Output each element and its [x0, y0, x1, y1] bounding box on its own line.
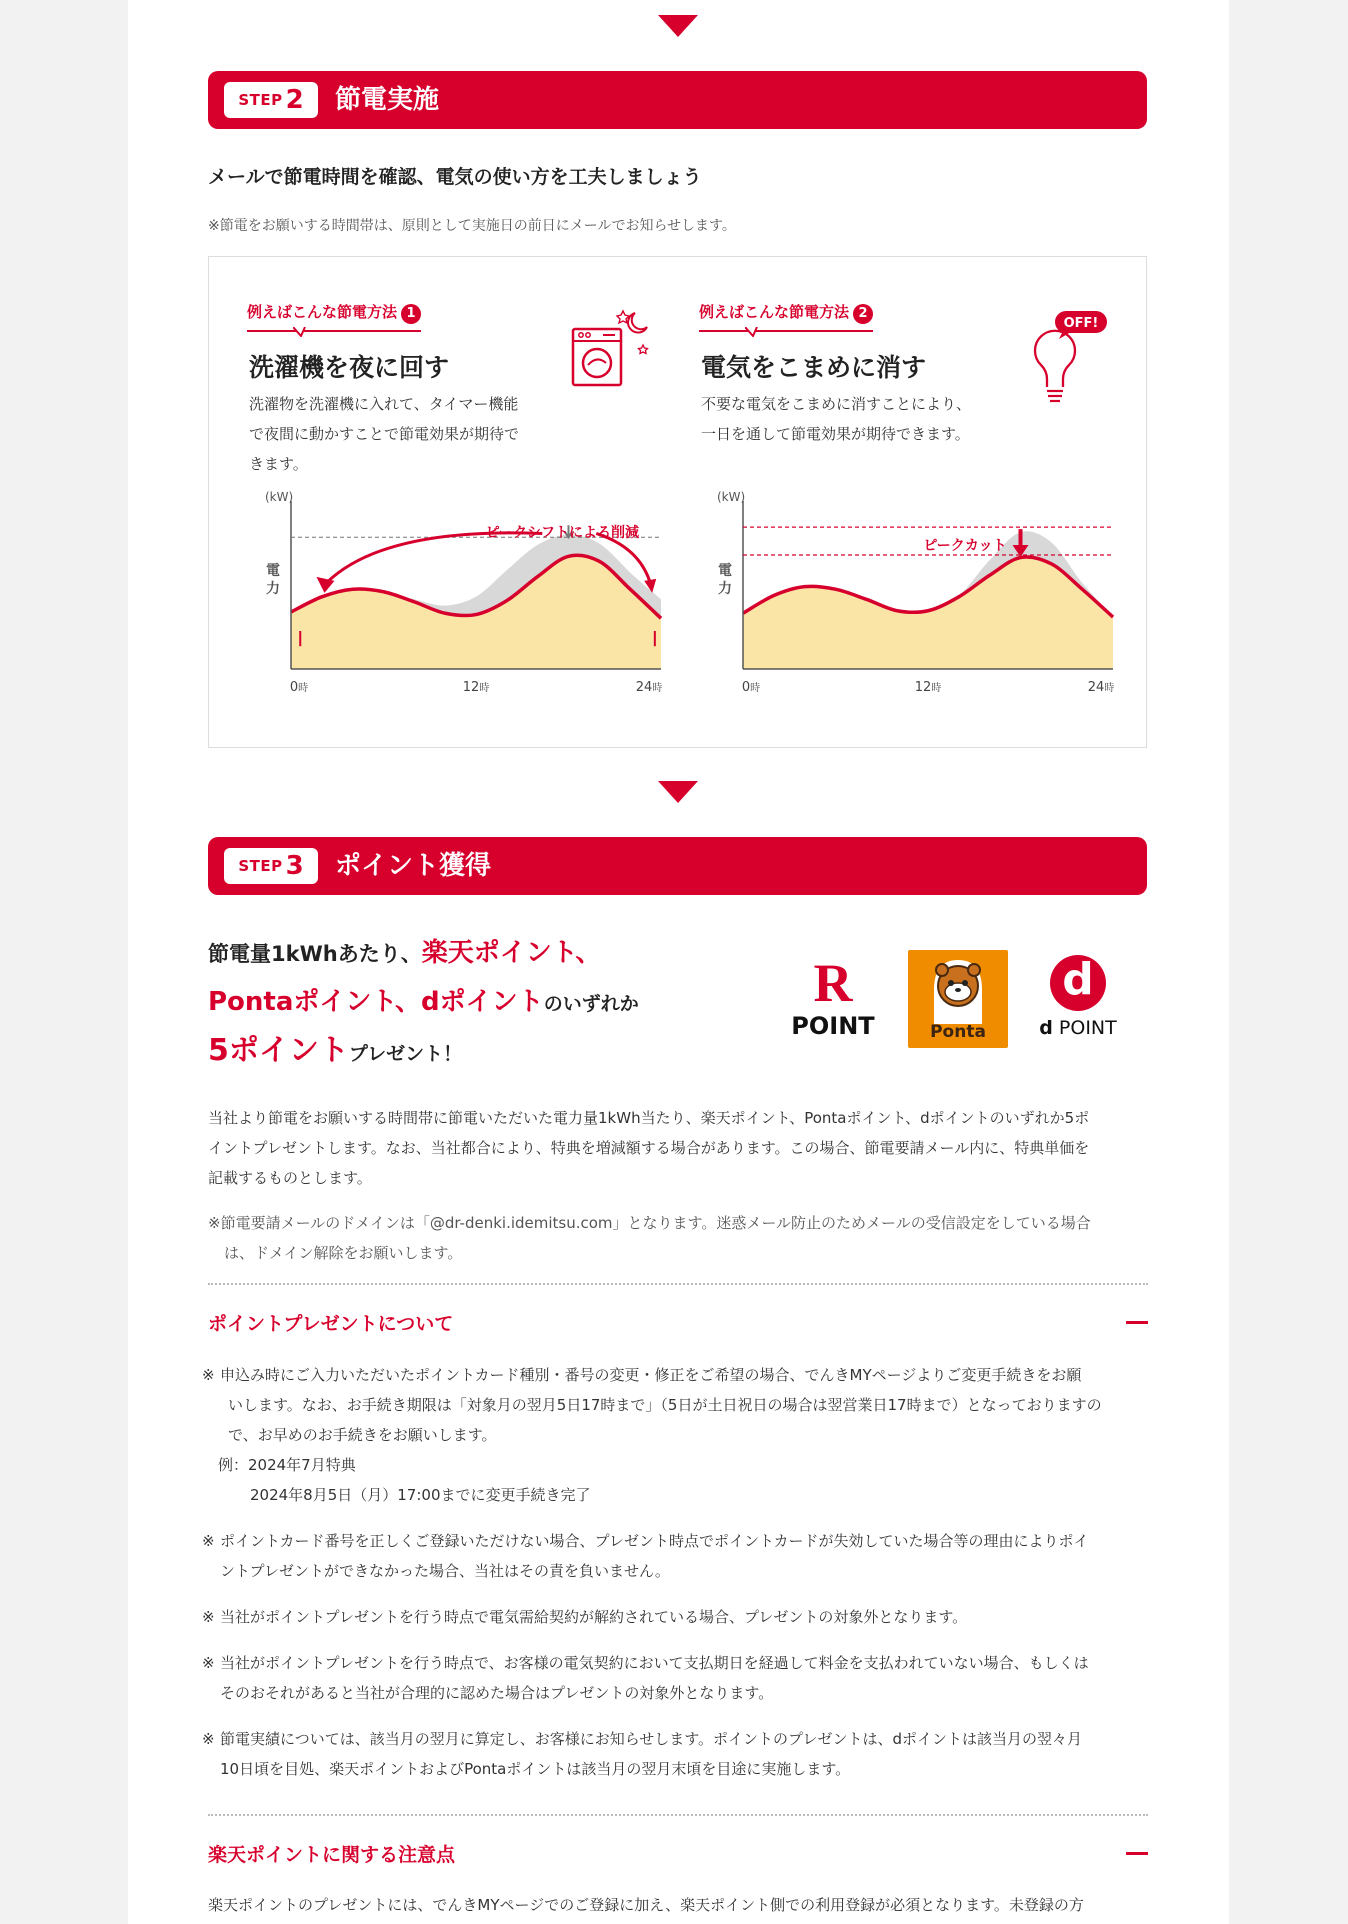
washing-machine-night-icon	[567, 307, 657, 397]
note-mark: ※	[202, 1532, 215, 1550]
step-label: STEP	[238, 91, 283, 109]
note-item	[202, 1360, 1148, 1510]
lead-text: 節電量1kWhあたり、	[208, 942, 422, 966]
usage-area	[743, 557, 1113, 669]
rakuten-point-logo	[778, 955, 888, 1055]
note-line: で、お早めのお手続きをお願いします。	[228, 1426, 497, 1444]
method2-tag	[699, 301, 873, 332]
note-line: ントプレゼントができなかった場合、当社はその責を負いません。	[220, 1562, 670, 1580]
note-line: 節電実績については、該当月の翌月に算定し、お客様にお知らせします。ポイントのプレゼントは、dポイントは該当月の翌々月	[220, 1730, 1082, 1748]
note-item	[202, 1602, 1148, 1632]
method1-tag-num: 1	[401, 304, 421, 324]
domain-note	[208, 1208, 1091, 1268]
page-content	[128, 0, 1229, 1924]
step-label: STEP	[238, 857, 283, 875]
step3-header	[208, 837, 1147, 895]
rakuten-r-mark: R	[813, 953, 853, 1013]
method2-desc-line: 一日を通して節電効果が期待できます。	[701, 425, 970, 443]
note-line: 10日頃を目処、楽天ポイントおよびPontaポイントは該当月の翌月末頃を目途に実施します。	[220, 1760, 851, 1778]
step2-heading: メールで節電時間を確認、電気の使い方を工夫しましょう	[208, 166, 702, 188]
ponta-logo	[908, 950, 1008, 1048]
step-number: 2	[285, 85, 304, 115]
methods-panel	[208, 256, 1147, 748]
d-mark: d	[1050, 955, 1106, 1011]
step3-badge	[224, 848, 318, 884]
peak-shift-chart	[229, 487, 669, 712]
note-item	[202, 1724, 1148, 1784]
lead-highlight: Pontaポイント、dポイント	[208, 987, 544, 1017]
method1-desc-line: で夜間に動かすことで節電効果が期待で	[249, 425, 520, 443]
y-axis-label: 電	[718, 563, 732, 579]
divider	[208, 1283, 1148, 1285]
unit-label: (kW)	[265, 490, 294, 504]
note-mark: ※	[202, 1608, 215, 1626]
method1-desc-line: 洗濯物を洗濯機に入れて、タイマー機能	[249, 395, 519, 413]
note-item	[202, 1648, 1148, 1708]
step3-title: ポイント獲得	[335, 851, 492, 881]
off-label: OFF!	[1063, 316, 1099, 331]
body-line: 当社より節電をお願いする時間帯に節電いただいた電力量1kWh当たり、楽天ポイント、Pontaポイント、dポイントのいずれか5ポ	[208, 1109, 1090, 1127]
note-mark: ※	[202, 1654, 215, 1672]
method1-title: 洗濯機を夜に回す	[249, 353, 450, 382]
lightbulb-off-icon	[1019, 309, 1119, 409]
body-line: 記載するものとします。	[208, 1169, 372, 1187]
y-axis-label: 力	[718, 581, 732, 597]
chart-annotation: ピークカット	[923, 538, 1007, 554]
lead-text: のいずれか	[543, 993, 639, 1015]
method1-desc	[249, 389, 519, 479]
x-tick-label: 12時	[462, 680, 490, 695]
accordion-point-present[interactable]	[208, 1307, 1148, 1337]
method2-desc	[701, 389, 971, 449]
note-line: 当社がポイントプレゼントを行う時点で、お客様の電気契約において支払期日を経過して料金を支払われていない場合、もしくは	[220, 1654, 1089, 1672]
note-mark: ※	[202, 1366, 215, 1384]
method2-title: 電気をこまめに消す	[701, 353, 927, 382]
rakuten-point-label: POINT	[791, 1012, 875, 1040]
d-point-label: POINT	[1058, 1017, 1117, 1039]
peak-cut-chart	[681, 487, 1121, 712]
step-number: 3	[285, 851, 304, 881]
unit-label: (kW)	[717, 490, 746, 504]
rakuten-note-text: 楽天ポイントのプレゼントには、でんきMYページでのご登録に加え、楽天ポイント側での利用登録が必須となります。未登録の方	[208, 1896, 1084, 1914]
d-point-logo	[1028, 955, 1128, 1055]
step2-note: ※節電をお願いする時間帯は、原則として実施日の前日にメールでお知らせします。	[208, 218, 736, 234]
note-line: 申込み時にご入力いただいたポイントカード種別・番号の変更・修正をご希望の場合、でんきMYページよりご変更手続きをお願	[220, 1366, 1082, 1384]
step2-title: 節電実施	[335, 85, 440, 115]
y-axis-label: 電	[266, 563, 280, 579]
note-line: そのおそれがあると当社が合理的に認めた場合はプレゼントの対象外となります。	[220, 1684, 774, 1702]
step-arrow-icon	[658, 15, 698, 37]
note-mark: ※	[202, 1730, 215, 1748]
tag-tail-icon	[745, 327, 761, 337]
tag-tail-icon	[293, 327, 309, 337]
lead-highlight: 楽天ポイント、	[421, 938, 602, 968]
note-line: は、ドメイン解除をお願いします。	[224, 1244, 463, 1262]
x-tick-label: 24時	[635, 680, 663, 695]
note-line: 当社がポイントプレゼントを行う時点で電気需給契約が解約されている場合、プレゼントの対象外となります。	[220, 1608, 968, 1626]
note-item	[202, 1526, 1148, 1586]
method2-tag-text: 例えばこんな節電方法	[699, 303, 850, 321]
x-tick-label: 0時	[741, 680, 761, 695]
body-line: イントプレゼントします。なお、当社都合により、特典を増減額する場合があります。この場合、節電要請メール内に、特典単価を	[208, 1139, 1090, 1157]
step2-badge	[224, 82, 318, 118]
method1-tag-text: 例えばこんな節電方法	[247, 303, 398, 321]
collapse-icon[interactable]	[1126, 1852, 1148, 1855]
x-tick-label: 24時	[1087, 680, 1115, 695]
method1-tag	[247, 301, 421, 332]
collapse-icon[interactable]	[1126, 1321, 1148, 1324]
note-line: いします。なお、お手続き期限は「対象月の翌月5日17時まで」（5日が土日祝日の場合は翌営業日17時まで）となっておりますの	[228, 1396, 1102, 1414]
step3-body	[208, 1103, 1148, 1193]
method2-tag-num: 2	[853, 304, 873, 324]
chart-annotation: ピークシフトによる削減	[485, 525, 640, 541]
x-tick-label: 12時	[914, 680, 942, 695]
lead-highlight: 5ポイント	[208, 1033, 349, 1068]
ponta-label: Ponta	[930, 1022, 986, 1042]
x-tick-label: 0時	[289, 680, 309, 695]
step3-lead	[208, 930, 639, 1078]
divider	[208, 1814, 1148, 1816]
note-line: ※節電要請メールのドメインは「@dr-denki.idemitsu.com」となります。迷惑メール防止のためメールの受信設定をしている場合	[208, 1214, 1091, 1232]
example-label: 例：2024年7月特典	[218, 1456, 356, 1474]
step2-header	[208, 71, 1147, 129]
y-axis-label: 力	[266, 581, 280, 597]
example-deadline: 2024年8月5日（月）17:00までに変更手続き完了	[250, 1486, 591, 1504]
accordion-rakuten-notes[interactable]	[208, 1838, 1148, 1868]
method1-desc-line: きます。	[249, 455, 308, 473]
d-small-letter: d	[1039, 1017, 1053, 1039]
note-line: ポイントカード番号を正しくご登録いただけない場合、プレゼント時点でポイントカードが失効していた場合等の理由によりポイ	[220, 1532, 1089, 1550]
step-arrow-icon	[658, 781, 698, 803]
accordion-title: 楽天ポイントに関する注意点	[208, 1843, 456, 1866]
method2-desc-line: 不要な電気をこまめに消すことにより、	[701, 395, 972, 413]
lead-text: プレゼント！	[348, 1043, 463, 1065]
accordion-title: ポイントプレゼントについて	[208, 1312, 454, 1335]
